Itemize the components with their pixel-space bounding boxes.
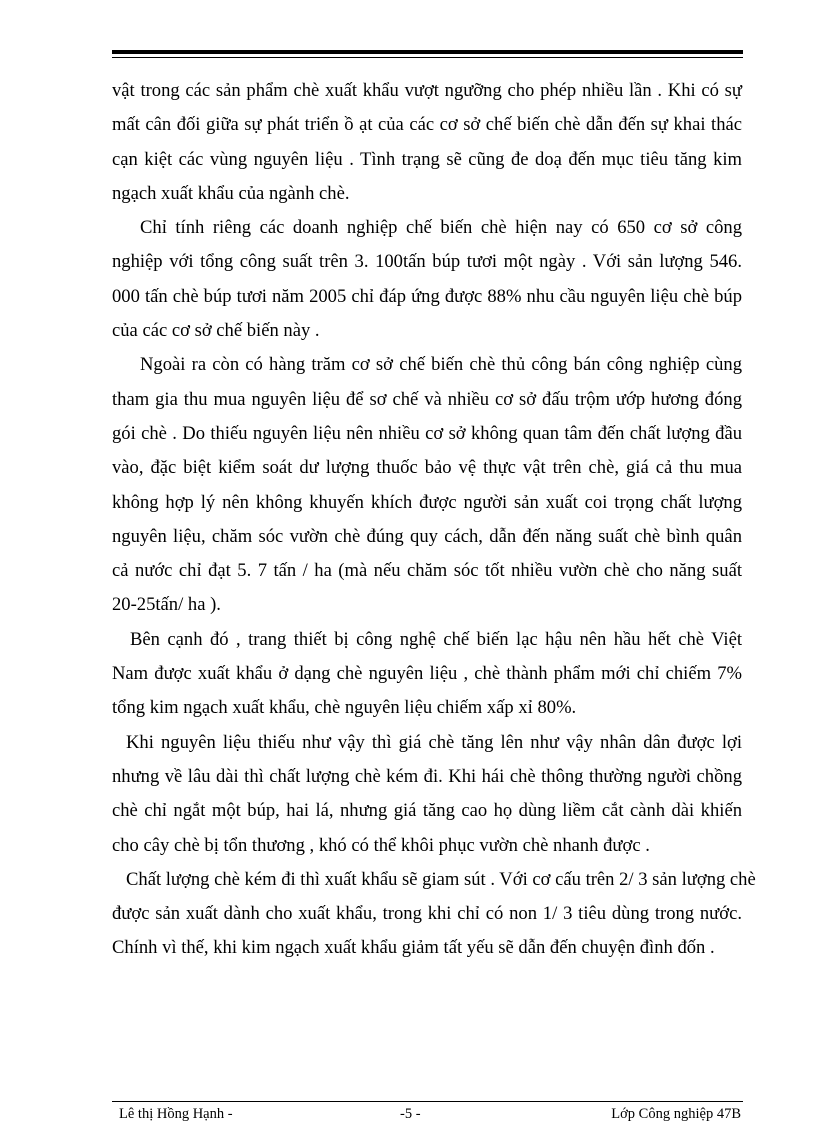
- paragraph: [112, 74, 742, 211]
- text-line: vào, đặc biệt kiểm soát dư lượng thuốc bảo vệ thực vật trên chè, giá cả thu mua: [112, 457, 742, 479]
- text-line: Chính vì thế, khi kim ngạch xuất khẩu giảm tất yếu sẽ dẫn đến chuyện đình đốn .: [112, 937, 715, 959]
- text-line: của các cơ sở chế biến này .: [112, 320, 320, 342]
- text-line: Khi nguyên liệu thiếu như vậy thì giá chè tăng lên như vậy nhân dân được lợi: [126, 731, 742, 753]
- header-rule-thick: [112, 50, 743, 54]
- page-footer: [112, 1105, 743, 1125]
- paragraph: [112, 211, 742, 348]
- text-line: chè chỉ ngắt một búp, hai lá, nhưng giá tăng cao họ dùng liềm cắt cành dài khiến: [112, 800, 742, 822]
- text-line: nghiệp với tổng công suất trên 3. 100tấn búp tươi một ngày . Với sản lượng 546.: [112, 251, 742, 273]
- text-line: mất cân đối giữa sự phát triển ồ ạt của các cơ sở chế biến chè dẫn đến sự khai thác: [112, 114, 742, 136]
- footer-page-number: -5 -: [400, 1106, 421, 1122]
- text-line: Bên cạnh đó , trang thiết bị công nghệ chế biến lạc hậu nên hầu hết chè Việt: [130, 628, 742, 650]
- text-line: cho cây chè bị tổn thương , khó có thể khôi phục vườn chè nhanh được .: [112, 834, 650, 856]
- text-line: 20-25tấn/ ha ).: [112, 594, 221, 616]
- footer-class: Lớp Công nghiệp 47B: [611, 1106, 741, 1122]
- text-line: cạn kiệt các vùng nguyên liệu . Tình trạng sẽ cũng đe doạ đến mục tiêu tăng kim: [112, 148, 742, 170]
- text-line: gói chè . Do thiếu nguyên liệu nên nhiều cơ sở không quan tâm đến chất lượng đầu: [112, 422, 742, 444]
- text-line: Nam được xuất khẩu ở dạng chè nguyên liệu , chè thành phẩm mới chỉ chiếm 7%: [112, 663, 742, 685]
- text-line: nguyên liệu, chăm sóc vườn chè đúng quy cách, dẫn đến năng suất chè bình quân: [112, 525, 742, 547]
- text-line: Chỉ tính riêng các doanh nghiệp chế biến chè hiện nay có 650 cơ sở công: [140, 217, 742, 239]
- text-line: không hợp lý nên không khuyến khích được người sản xuất coi trọng chất lượng: [112, 491, 742, 513]
- paragraph: [112, 726, 742, 863]
- text-line: 000 tấn chè búp tươi năm 2005 chỉ đáp ứng được 88% nhu cầu nguyên liệu chè búp: [112, 285, 742, 307]
- text-line: cả nước chỉ đạt 5. 7 tấn / ha (mà nếu chăm sóc tốt nhiều vườn chè cho năng suất: [112, 560, 742, 582]
- text-line: ngạch xuất khẩu của ngành chè.: [112, 182, 350, 204]
- text-line: nhưng về lâu dài thì chất lượng chè kém đi. Khi hái chè thông thường người chồng: [112, 765, 742, 787]
- text-line: Chất lượng chè kém đi thì xuất khẩu sẽ giam sút . Với cơ cấu trên 2/ 3 sản lượng chè: [126, 868, 756, 890]
- text-line: tham gia thu mua nguyên liệu để sơ chế và nhiều cơ sở đấu trộm ướp hương đóng: [112, 388, 742, 410]
- header-rule-thin: [112, 57, 743, 58]
- footer-rule: [112, 1101, 743, 1102]
- paragraph: [112, 863, 756, 966]
- paragraph: [112, 623, 742, 726]
- footer-author: Lê thị Hồng Hạnh -: [119, 1106, 233, 1122]
- text-line: Ngoài ra còn có hàng trăm cơ sở chế biến chè thủ công bán công nghiệp cùng: [140, 354, 742, 376]
- document-body: [112, 74, 756, 966]
- text-line: tổng kim ngạch xuất khẩu, chè nguyên liệu chiếm xấp xỉ 80%.: [112, 697, 577, 719]
- paragraph: [112, 348, 742, 622]
- text-line: được sản xuất dành cho xuất khẩu, trong khi chỉ có non 1/ 3 tiêu dùng trong nước.: [112, 903, 742, 925]
- text-line: vật trong các sản phẩm chè xuất khẩu vượt ngưỡng cho phép nhiều lần . Khi có sự: [112, 80, 742, 101]
